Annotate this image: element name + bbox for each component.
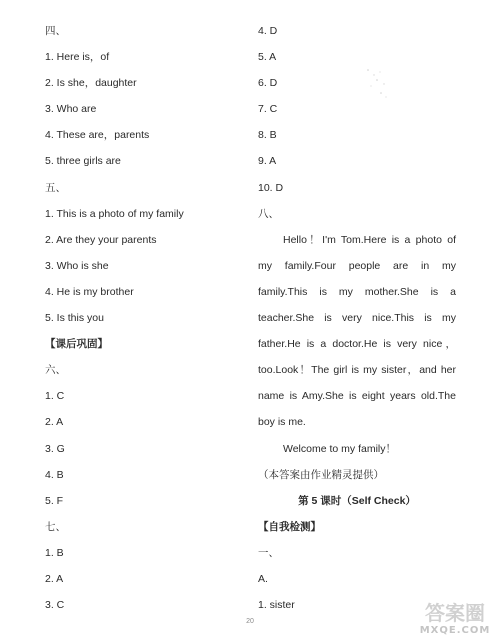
answer-line: 6. D	[258, 77, 278, 90]
answer-line: 3. G	[45, 442, 65, 455]
section-heading: 五、	[45, 181, 66, 194]
answer-line: 2. A	[45, 416, 64, 429]
answer-line: 7. C	[258, 103, 278, 116]
answer-line: family.This is my mother.She is a	[258, 285, 456, 298]
answer-line: 5. Is this you	[45, 312, 104, 325]
answer-line: Welcome to my family！	[283, 442, 396, 455]
answer-line: 【课后巩固】	[45, 338, 108, 351]
answer-line: 10. D	[258, 181, 284, 194]
watermark-bottom-text: MXQE.COM	[419, 625, 491, 636]
answer-line: 4. He is my brother	[45, 285, 134, 298]
answer-line: 3. Who is she	[45, 259, 109, 272]
watermark-top-text: 答案圈	[425, 601, 485, 625]
answer-line: 1. sister	[258, 599, 295, 612]
answer-line: 1. This is a photo of my family	[45, 207, 184, 220]
answer-line: 4. These are，parents	[45, 129, 150, 142]
answer-line: 3. C	[45, 599, 65, 612]
answer-line: 2. Are they your parents	[45, 233, 157, 246]
answer-line: teacher.She is very nice.This is my	[258, 312, 456, 325]
answer-line: 4. B	[45, 468, 64, 481]
answer-line: 4. D	[258, 25, 278, 37]
answer-line: A.	[258, 572, 268, 585]
right-column	[258, 18, 456, 618]
answer-line: 5. A	[258, 51, 277, 64]
answer-line: boy is me.	[258, 416, 306, 429]
answer-line: （本答案由作业精灵提供）	[258, 468, 384, 481]
section-heading: 七、	[45, 520, 66, 533]
answer-line: father.He is a doctor.He is very nice，	[258, 338, 456, 351]
page-number: 20	[246, 618, 254, 625]
section-heading: 六、	[45, 364, 66, 377]
site-watermark-logo	[412, 598, 498, 636]
scan-speckle-decoration	[360, 66, 390, 102]
answer-line: 1. Here is，of	[45, 51, 110, 64]
answer-line: too.Look！The girl is my sister，and her	[258, 364, 456, 377]
section-heading: 四、	[45, 25, 66, 37]
left-column	[45, 18, 240, 618]
answer-line: 2. Is she，daughter	[45, 77, 137, 90]
section-heading: 八、	[258, 207, 279, 220]
answer-line: my family.Four people are in my	[258, 259, 456, 272]
answer-line: 3. Who are	[45, 103, 97, 116]
answer-line: name is Amy.She is eight years old.The	[258, 390, 456, 403]
answer-line: 2. A	[45, 572, 64, 585]
answer-line: 【自我检测】	[258, 520, 321, 533]
answer-line: 5. F	[45, 494, 64, 507]
answer-line: 9. A	[258, 155, 277, 168]
section-heading: 一、	[258, 546, 279, 559]
answer-line: 1. C	[45, 390, 65, 403]
answer-line: Hello！I'm Tom.Here is a photo of	[283, 233, 456, 246]
answer-line: 8. B	[258, 129, 277, 142]
answer-line: 1. B	[45, 546, 64, 559]
answer-line: 第 5 课时（Self Check）	[298, 494, 416, 507]
answer-line: 5. three girls are	[45, 155, 121, 168]
